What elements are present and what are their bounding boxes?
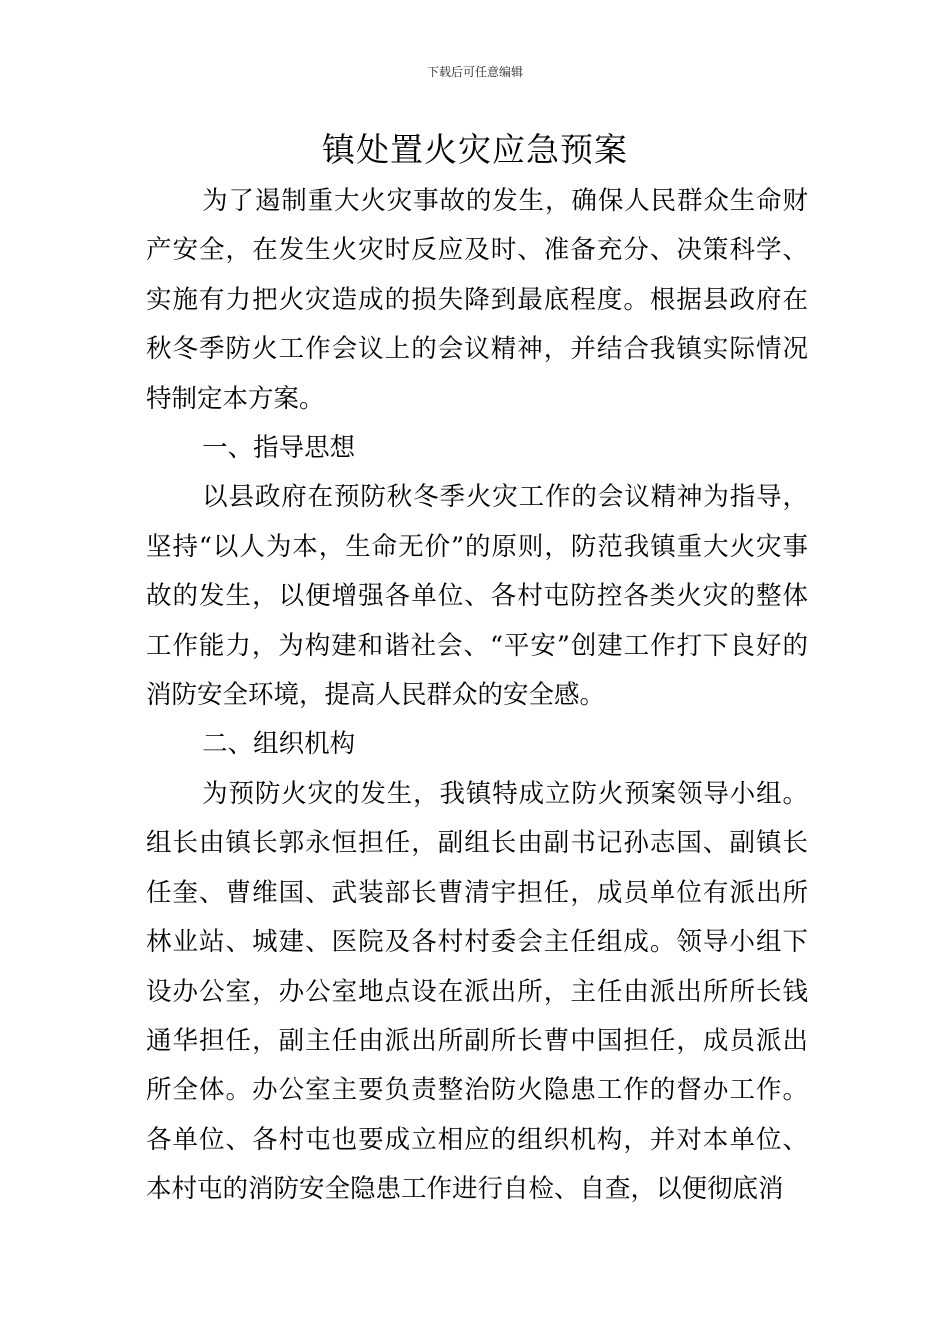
document-title: 镇处置火灾应急预案 [322, 130, 628, 169]
paragraph-guiding-ideology: 以县政府在预防秋冬季火灾工作的会议精神为指导，坚持“以人为本，生命无价”的原则，防范我镇重大火灾事故的发生，以便增强各单位、各村屯防控各类火灾的整体工作能力，为构建和谐社会、“平安”创建工作打下良好的消防安全环境，提高人民群众的安全感。 [146, 482, 808, 711]
document-body [146, 177, 808, 1215]
paragraph-organization: 为预防火灾的发生，我镇特成立防火预案领导小组。组长由镇长郭永恒担任，副组长由副书记孙志国、副镇长任奎、曹维国、武装部长曹清宇担任，成员单位有派出所林业站、城建、医院及各村村委会主任组成。领导小组下设办公室，办公室地点设在派出所，主任由派出所所长钱通华担任，副主任由派出所副所长曹中国担任，成员派出所全体。办公室主要负责整治防火隐患工作的督办工作。各单位、各村屯也要成立相应的组织机构，并对本单位、本村屯的消防安全隐患工作进行自检、自查，以便彻底消 [146, 778, 808, 1205]
section-heading-organization: 二、组织机构 [202, 729, 356, 760]
section-heading-guiding-ideology: 一、指导思想 [202, 433, 356, 464]
header-note: 下载后可任意编辑 [426, 65, 523, 79]
paragraph-intro: 为了遏制重大火灾事故的发生，确保人民群众生命财产安全，在发生火灾时反应及时、准备充分、决策科学、实施有力把火灾造成的损失降到最底程度。根据县政府在秋冬季防火工作会议上的会议精神，并结合我镇实际情况特制定本方案。 [146, 186, 808, 414]
